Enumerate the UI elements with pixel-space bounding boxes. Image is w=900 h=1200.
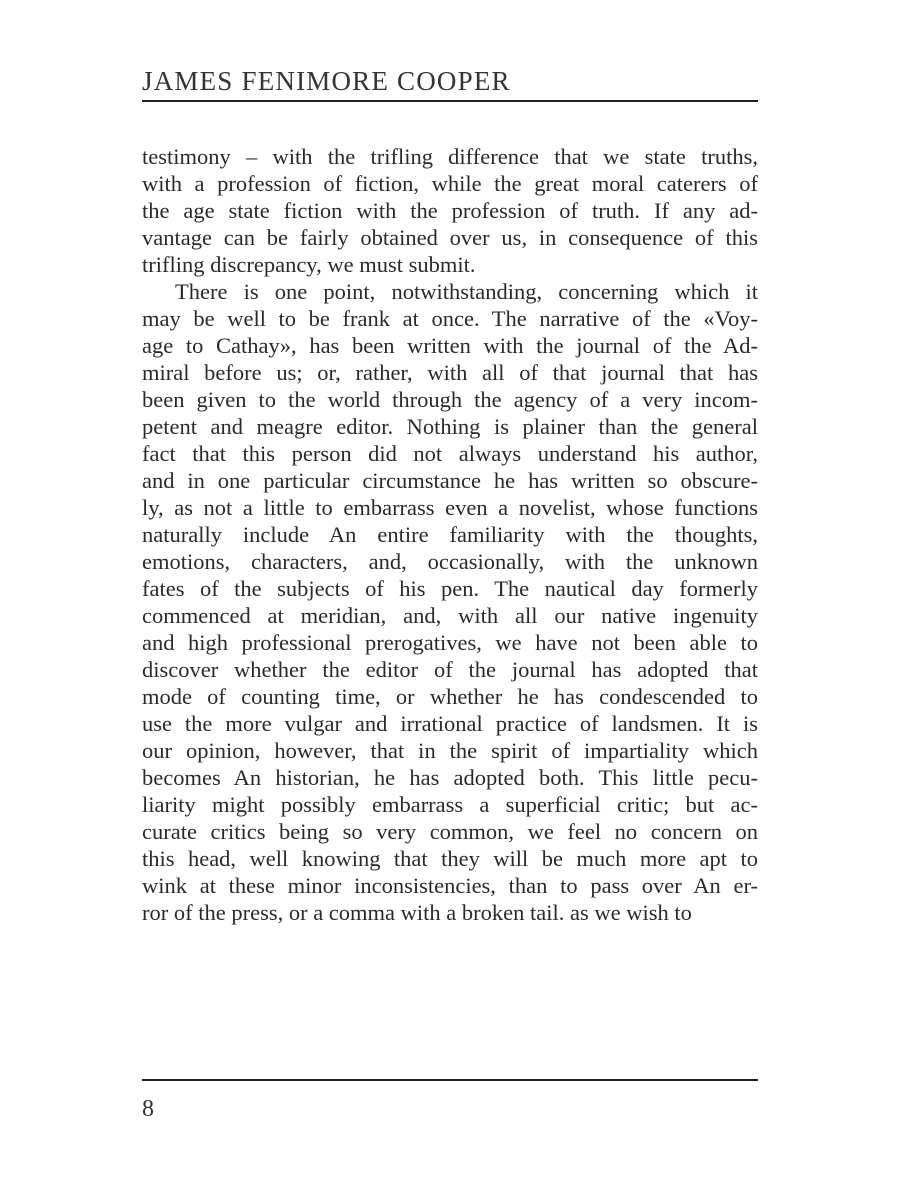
text-line: fact that this person did not always understand his author, xyxy=(142,441,758,466)
text-line: and in one particular circumstance he has written so obscure- xyxy=(142,468,758,493)
text-line: and high professional prerogatives, we have not been able to xyxy=(142,630,758,655)
text-line: this head, well knowing that they will be much more apt to xyxy=(142,846,758,871)
text-line: use the more vulgar and irrational practice of landsmen. It is xyxy=(142,711,758,736)
text-line: ror of the press, or a comma with a broken tail. as we wish to xyxy=(142,900,692,925)
text-line: discover whether the editor of the journal has adopted that xyxy=(142,657,758,682)
text-line: miral before us; or, rather, with all of that journal that has xyxy=(142,360,758,385)
text-line: may be well to be frank at once. The narrative of the «Voy- xyxy=(142,306,758,331)
text-line: vantage can be fairly obtained over us, in consequence of this xyxy=(142,225,758,250)
paragraph xyxy=(142,278,758,926)
text-line: testimony – with the trifling difference that we state truths, xyxy=(142,144,758,169)
header-rule xyxy=(142,100,758,102)
body-text xyxy=(142,143,758,926)
text-line: petent and meagre editor. Nothing is plainer than the general xyxy=(142,414,758,439)
text-line: liarity might possibly embarrass a superficial critic; but ac- xyxy=(142,792,758,817)
text-line: ly, as not a little to embarrass even a novelist, whose functions xyxy=(142,495,758,520)
text-line: mode of counting time, or whether he has condescended to xyxy=(142,684,758,709)
text-line: trifling discrepancy, we must submit. xyxy=(142,252,476,277)
text-line: the age state fiction with the profession of truth. If any ad- xyxy=(142,198,758,223)
text-line: becomes An historian, he has adopted both. This little pecu- xyxy=(142,765,758,790)
page-number: 8 xyxy=(142,1096,154,1122)
text-line: curate critics being so very common, we feel no concern on xyxy=(142,819,758,844)
text-line: age to Cathay», has been written with the journal of the Ad- xyxy=(142,333,758,358)
text-line: with a profession of fiction, while the great moral caterers of xyxy=(142,171,758,196)
text-line: emotions, characters, and, occasionally, with the unknown xyxy=(142,549,758,574)
text-line: There is one point, notwithstanding, concerning which it xyxy=(175,279,758,304)
text-line: been given to the world through the agency of a very incom- xyxy=(142,387,758,412)
text-line: our opinion, however, that in the spirit of impartiality which xyxy=(142,738,758,763)
text-line: fates of the subjects of his pen. The nautical day formerly xyxy=(142,576,758,601)
footer-rule xyxy=(142,1079,758,1081)
text-line: commenced at meridian, and, with all our native ingenuity xyxy=(142,603,758,628)
running-header: JAMES FENIMORE COOPER xyxy=(142,66,511,96)
text-line: naturally include An entire familiarity with the thoughts, xyxy=(142,522,758,547)
paragraph xyxy=(142,143,758,278)
text-line: wink at these minor inconsistencies, than to pass over An er- xyxy=(142,873,758,898)
